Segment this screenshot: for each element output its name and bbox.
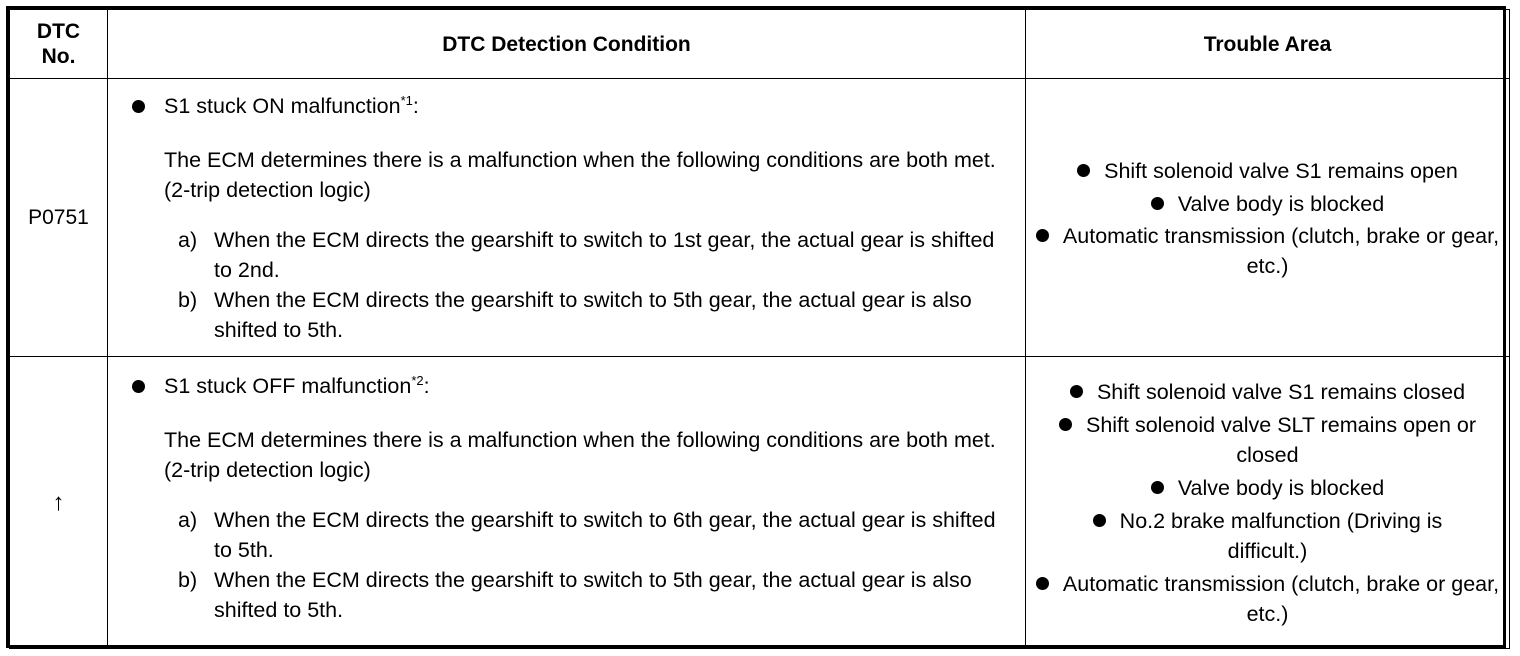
bullet-icon — [132, 380, 145, 393]
condition-title-suffix: : — [423, 374, 430, 398]
dtc-code: ↑ — [10, 357, 108, 649]
dtc-code: P0751 — [10, 79, 108, 357]
condition-paragraph: The ECM determines there is a malfunction when the following conditions are both met. (2-trip detection logic) — [164, 148, 996, 202]
trouble-area-text: Shift solenoid valve SLT remains open or closed — [1085, 412, 1476, 467]
condition-subitem — [130, 225, 1017, 285]
detection-condition — [108, 357, 1026, 649]
condition-subitem — [130, 285, 1017, 345]
table-row — [10, 357, 1510, 649]
header-dtc-no — [10, 10, 108, 79]
bullet-icon — [1059, 418, 1072, 431]
bullet-icon — [1036, 229, 1049, 242]
trouble-area — [1026, 357, 1510, 649]
bullet-icon — [1093, 514, 1106, 527]
condition-subitem — [130, 565, 1017, 625]
bullet-icon — [1151, 197, 1164, 210]
condition-paragraph: The ECM determines there is a malfunction when the following conditions are both met.(2-trip detection logic) — [164, 428, 996, 482]
trouble-area-item — [1030, 221, 1505, 281]
subitem-letter: a) — [178, 228, 198, 252]
trouble-area-text: Automatic transmission (clutch, brake or gear, etc.) — [1062, 571, 1500, 626]
bullet-icon — [132, 100, 145, 113]
trouble-area-item — [1056, 377, 1479, 407]
trouble-area — [1026, 79, 1510, 357]
trouble-area-text: Shift solenoid valve S1 remains open — [1104, 158, 1458, 183]
trouble-area-text: Valve body is blocked — [1177, 475, 1385, 500]
detection-condition — [108, 79, 1026, 357]
subitem-text: When the ECM directs the gearshift to switch to 5th gear, the actual gear is also shifted to 5th. — [214, 288, 972, 342]
footnote-ref: *2 — [411, 372, 424, 388]
trouble-area-item — [1030, 155, 1505, 188]
bullet-icon — [1151, 481, 1164, 494]
header-trouble-area: Trouble Area — [1026, 10, 1510, 79]
trouble-area-item — [1056, 410, 1479, 470]
trouble-area-item — [1056, 506, 1479, 566]
trouble-area-text: No.2 brake malfunction (Driving is difficult.) — [1119, 508, 1443, 563]
trouble-area-item — [1030, 569, 1505, 629]
subitem-text: When the ECM directs the gearshift to switch to 1st gear, the actual gear is shifted to 2nd. — [214, 228, 995, 282]
table-header-row — [10, 10, 1510, 79]
footnote-ref: *1 — [400, 92, 413, 108]
condition-title-suffix: : — [412, 94, 419, 118]
bullet-icon — [1077, 164, 1090, 177]
bullet-icon — [1036, 577, 1049, 590]
condition-subitem — [130, 505, 1017, 565]
trouble-area-text: Automatic transmission (clutch, brake or gear, etc.) — [1062, 223, 1500, 278]
condition-title — [130, 91, 1017, 121]
header-dtc-no-text: DTC No. — [36, 20, 81, 68]
subitem-letter: b) — [178, 568, 198, 592]
dtc-table — [9, 9, 1510, 649]
condition-title — [130, 371, 1017, 401]
subitem-letter: a) — [178, 508, 198, 532]
header-condition: DTC Detection Condition — [108, 10, 1026, 79]
subitem-letter: b) — [178, 288, 198, 312]
trouble-area-item — [1056, 473, 1479, 503]
bullet-icon — [1070, 385, 1083, 398]
condition-title-text: S1 stuck ON malfunction — [164, 94, 401, 118]
trouble-area-text: Shift solenoid valve S1 remains closed — [1096, 379, 1466, 404]
subitem-text: When the ECM directs the gearshift to switch to 6th gear, the actual gear is shifted to 5th. — [214, 508, 996, 562]
table-row — [10, 79, 1510, 357]
dtc-table-frame — [6, 6, 1506, 648]
trouble-area-text: Valve body is blocked — [1177, 191, 1385, 216]
subitem-text: When the ECM directs the gearshift to switch to 5th gear, the actual gear is also shifted to 5th. — [214, 568, 972, 622]
trouble-area-item — [1030, 188, 1505, 221]
condition-title-text: S1 stuck OFF malfunction — [164, 374, 412, 398]
